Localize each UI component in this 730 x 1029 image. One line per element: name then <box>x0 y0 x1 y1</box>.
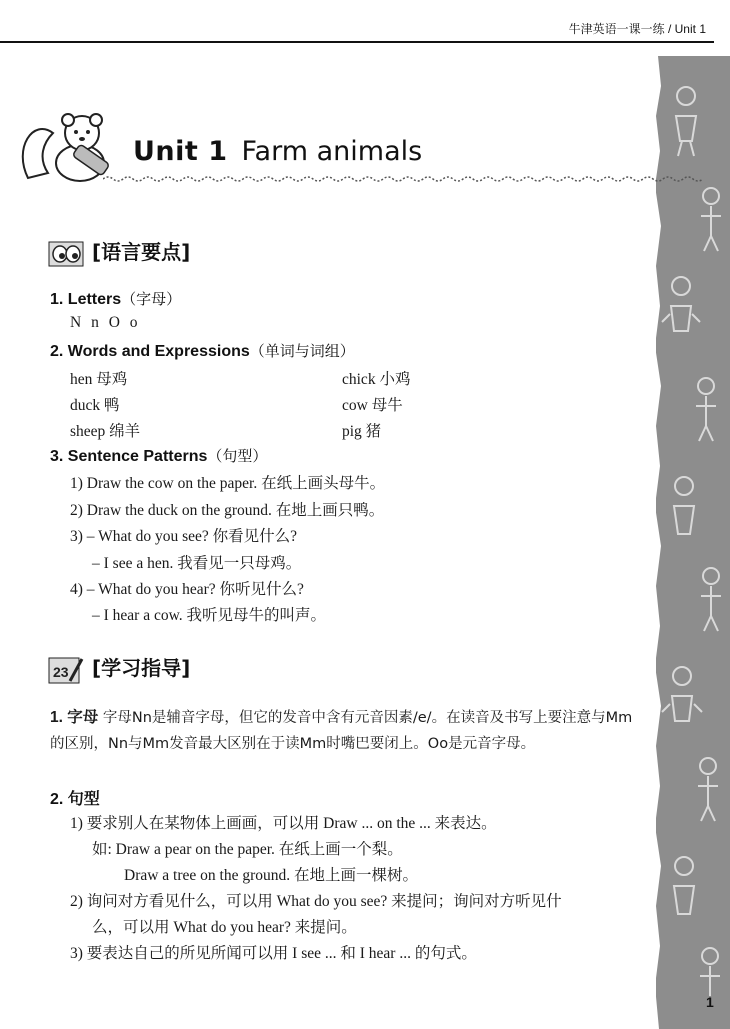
words-paren: （单词与词组） <box>249 342 355 360</box>
letters-label: 1. Letters <box>50 291 122 308</box>
words-label: 2. Words and Expressions <box>50 343 250 360</box>
sentence-line: – I see a hen. 我看见一只母鸡。 <box>92 555 302 572</box>
doodle-pattern-icon <box>656 56 730 1029</box>
unit-title <box>133 136 422 167</box>
sentences-heading <box>50 445 267 466</box>
section-heading-text: [学习指导] <box>92 656 191 680</box>
page-number: 1 <box>706 994 714 1010</box>
guide-line: 2) 询问对方看见什么，可以用 What do you see? 来提问；询问对方听见什 <box>70 893 562 910</box>
numbers-pencil-icon <box>48 655 84 685</box>
word-item: duck 鸭 <box>70 397 120 414</box>
paragraph-label: 1. 字母 <box>50 709 99 726</box>
letters-value: N n O o <box>70 314 141 331</box>
header-rule <box>0 41 714 43</box>
sentence-line: – I hear a cow. 我听见母牛的叫声。 <box>92 607 327 624</box>
section-heading-language-points <box>48 236 190 267</box>
sentence-line: 1) Draw the cow on the paper. 在纸上画头母牛。 <box>70 475 386 492</box>
paragraph-text: 字母Nn是辅音字母，但它的发音中含有元音因素/e/。在读音及书写上要注意与Mm的区别，Nn与Mm发音最大区别在于读Mm时嘴巴要闭上。Oo是元音字母。 <box>50 710 633 752</box>
decorative-sidebar <box>656 56 730 1029</box>
paragraph-patterns-label: 2. 句型 <box>50 791 100 808</box>
squirrel-mascot-icon <box>18 108 113 188</box>
sentences-label: 3. Sentence Patterns <box>50 448 208 465</box>
word-item: sheep 绵羊 <box>70 423 141 440</box>
letters-paren: （字母） <box>121 290 182 308</box>
guide-line: 1) 要求别人在某物体上画画，可以用 Draw ... on the ... 来表达。 <box>70 815 497 832</box>
running-head: 牛津英语一课一练 / Unit 1 <box>568 22 706 36</box>
section-heading-study-guide <box>48 652 190 685</box>
title-block <box>18 108 708 198</box>
word-item: cow 母牛 <box>342 397 403 414</box>
sentence-line: 2) Draw the duck on the ground. 在地上画只鸭。 <box>70 502 385 519</box>
word-item: chick 小鸡 <box>342 371 411 388</box>
guide-line: Draw a tree on the ground. 在地上画一棵树。 <box>124 867 419 884</box>
eyes-icon <box>48 241 84 267</box>
word-item: pig 猪 <box>342 423 382 440</box>
unit-number: Unit 1 <box>133 136 228 167</box>
unit-name: Farm animals <box>241 136 423 167</box>
words-heading <box>50 340 355 361</box>
sentence-line: 3) – What do you see? 你看见什么? <box>70 528 297 545</box>
guide-line: 么，可以用 What do you hear? 来提问。 <box>92 919 357 936</box>
sentence-line: 4) – What do you hear? 你听见什么? <box>70 581 304 598</box>
letters-heading <box>50 288 181 309</box>
guide-line: 如: Draw a pear on the paper. 在纸上画一个梨。 <box>92 841 403 858</box>
torn-edge-icon <box>656 56 664 1029</box>
dotted-divider <box>103 174 703 184</box>
guide-line: 3) 要表达自己的所见所闻可以用 I see ... 和 I hear ... 的句式。 <box>70 945 477 962</box>
section-heading-text: [语言要点] <box>92 240 191 264</box>
sentences-paren: （句型） <box>207 447 268 465</box>
svg-text:23: 23 <box>53 663 69 680</box>
word-item: hen 母鸡 <box>70 371 128 388</box>
paragraph-letters <box>50 705 640 757</box>
